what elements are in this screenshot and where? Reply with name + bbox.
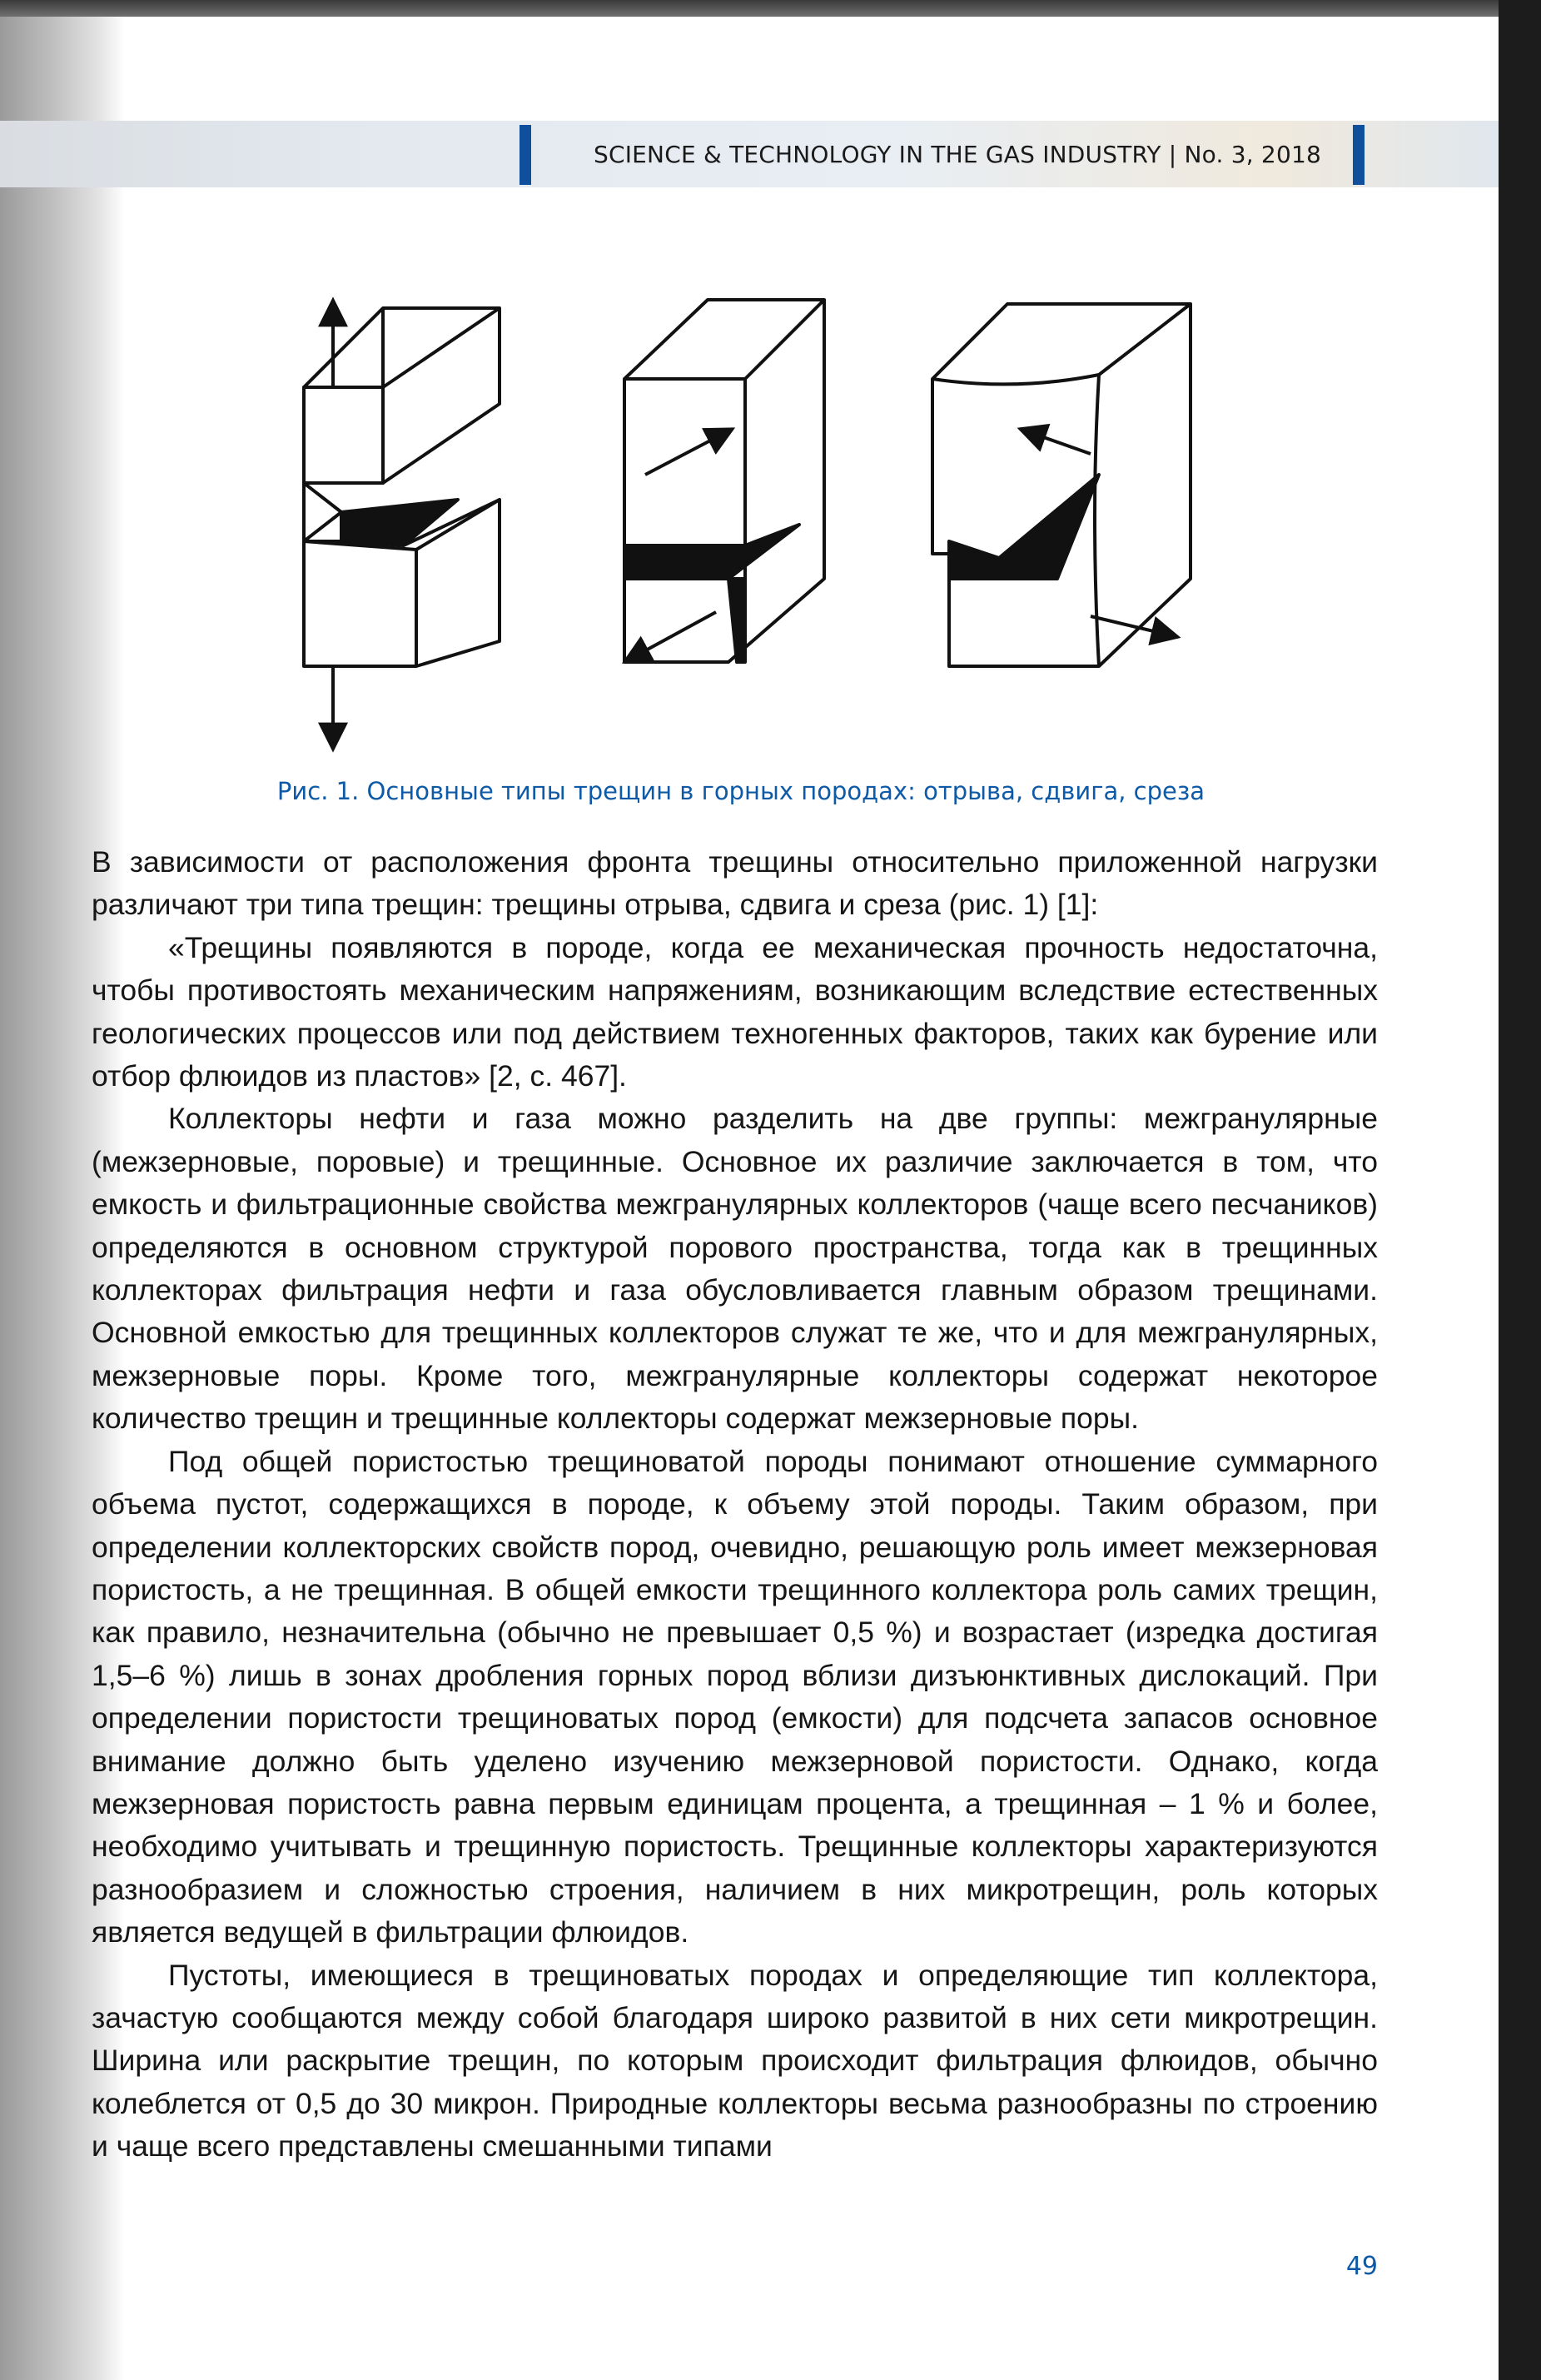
figure-caption: Рис. 1. Основные типы трещин в горных породах: отрыва, сдвига, среза: [276, 777, 1205, 805]
paragraph-quote: «Трещины появляются в породе, когда ее механическая прочность недостаточна, чтобы противостоять механическим напряжениям, возникающим вследствие естественных геологических процессов или под действием техногенных факторов, таких как бурение или отбор флюидов из пластов» [2, с. 467].: [92, 930, 1378, 1093]
header-bar-right: [1353, 125, 1365, 185]
running-header-title: SCIENCE & TECHNOLOGY IN THE GAS INDUSTRY | No. 3, 2018: [593, 141, 1321, 168]
fracture-tearing-diagram: [932, 304, 1191, 666]
paragraph-porosity: Под общей пористостью трещиноватой породы понимают отношение суммарного объема пустот, содержащихся в породе, к объему этой породы. Таким образом, при определении коллекторских свойств пород, очевидно, решающую роль имеет межзерновая пористость, а не трещинная. В общей емкости трещинного коллектора роль самих трещин, как правило, незначительна (обычно не превышает 0,5 %) и возрастает (изредка достигая 1,5–6 %) лишь в зонах дробления горных пород вблизи дизъюнктивных дислокаций. При определении пористости трещиноватых пород (емкости) для подсчета запасов основное внимание должно быть уделено изучению межзерновой пористости. Однако, когда межзерновая пористость равна первым единицам процента, а трещинная – 1 % и более, необходимо учитывать и трещинную пористость. Трещинные коллекторы характеризуются разнообразием и сложностью строения, наличием в них микротрещин, роль которых является ведущей в фильтрации флюидов.: [92, 1444, 1378, 1949]
scan-top-edge: [0, 0, 1499, 17]
paragraph-reservoir-groups: Коллекторы нефти и газа можно разделить на две группы: межгранулярные (межзерновые, поровые) и трещинные. Основное их различие заключается в том, что емкость и фильтрационные свойства межгранулярных коллекторов (чаще всего песчаников) определяются в основном структурой порового пространства, тогда как в трещинных коллекторах фильтрация нефти и газа обусловливается главным образом трещинами. Основной емкостью для трещинных коллекторов служат те же, что и для межгранулярных, межзерновые поры. Кроме того, межгранулярные коллекторы содержат некоторое количество трещин и трещинные коллекторы содержат межзерновые поры.: [92, 1102, 1378, 1436]
page-number: 49: [1345, 2252, 1378, 2281]
article-body: [92, 841, 1378, 2168]
paragraph-voids: Пустоты, имеющиеся в трещиноватых породах и определяющие тип коллектора, зачастую сообщаются между собой благодаря широко развитой в них сети микротрещин. Ширина или раскрытие трещин, по которым происходит фильтрация флюидов, обычно колеблется от 0,5 до 30 микрон. Природные коллекторы весьма разнообразны по строению и чаще всего представлены смешанными типами: [92, 1958, 1378, 2163]
scan-right-edge: [1499, 0, 1541, 2380]
fracture-sliding-diagram: [624, 300, 824, 662]
fracture-opening-diagram: [304, 300, 500, 749]
header-bar-left: [519, 125, 531, 185]
paragraph-fracture-types: В зависимости от расположения фронта трещины относительно приложенной нагрузки различают три типа трещин: трещины отрыва, сдвига и среза (рис. 1) [1]:: [92, 845, 1378, 922]
fracture-types-figure: [266, 250, 1249, 766]
